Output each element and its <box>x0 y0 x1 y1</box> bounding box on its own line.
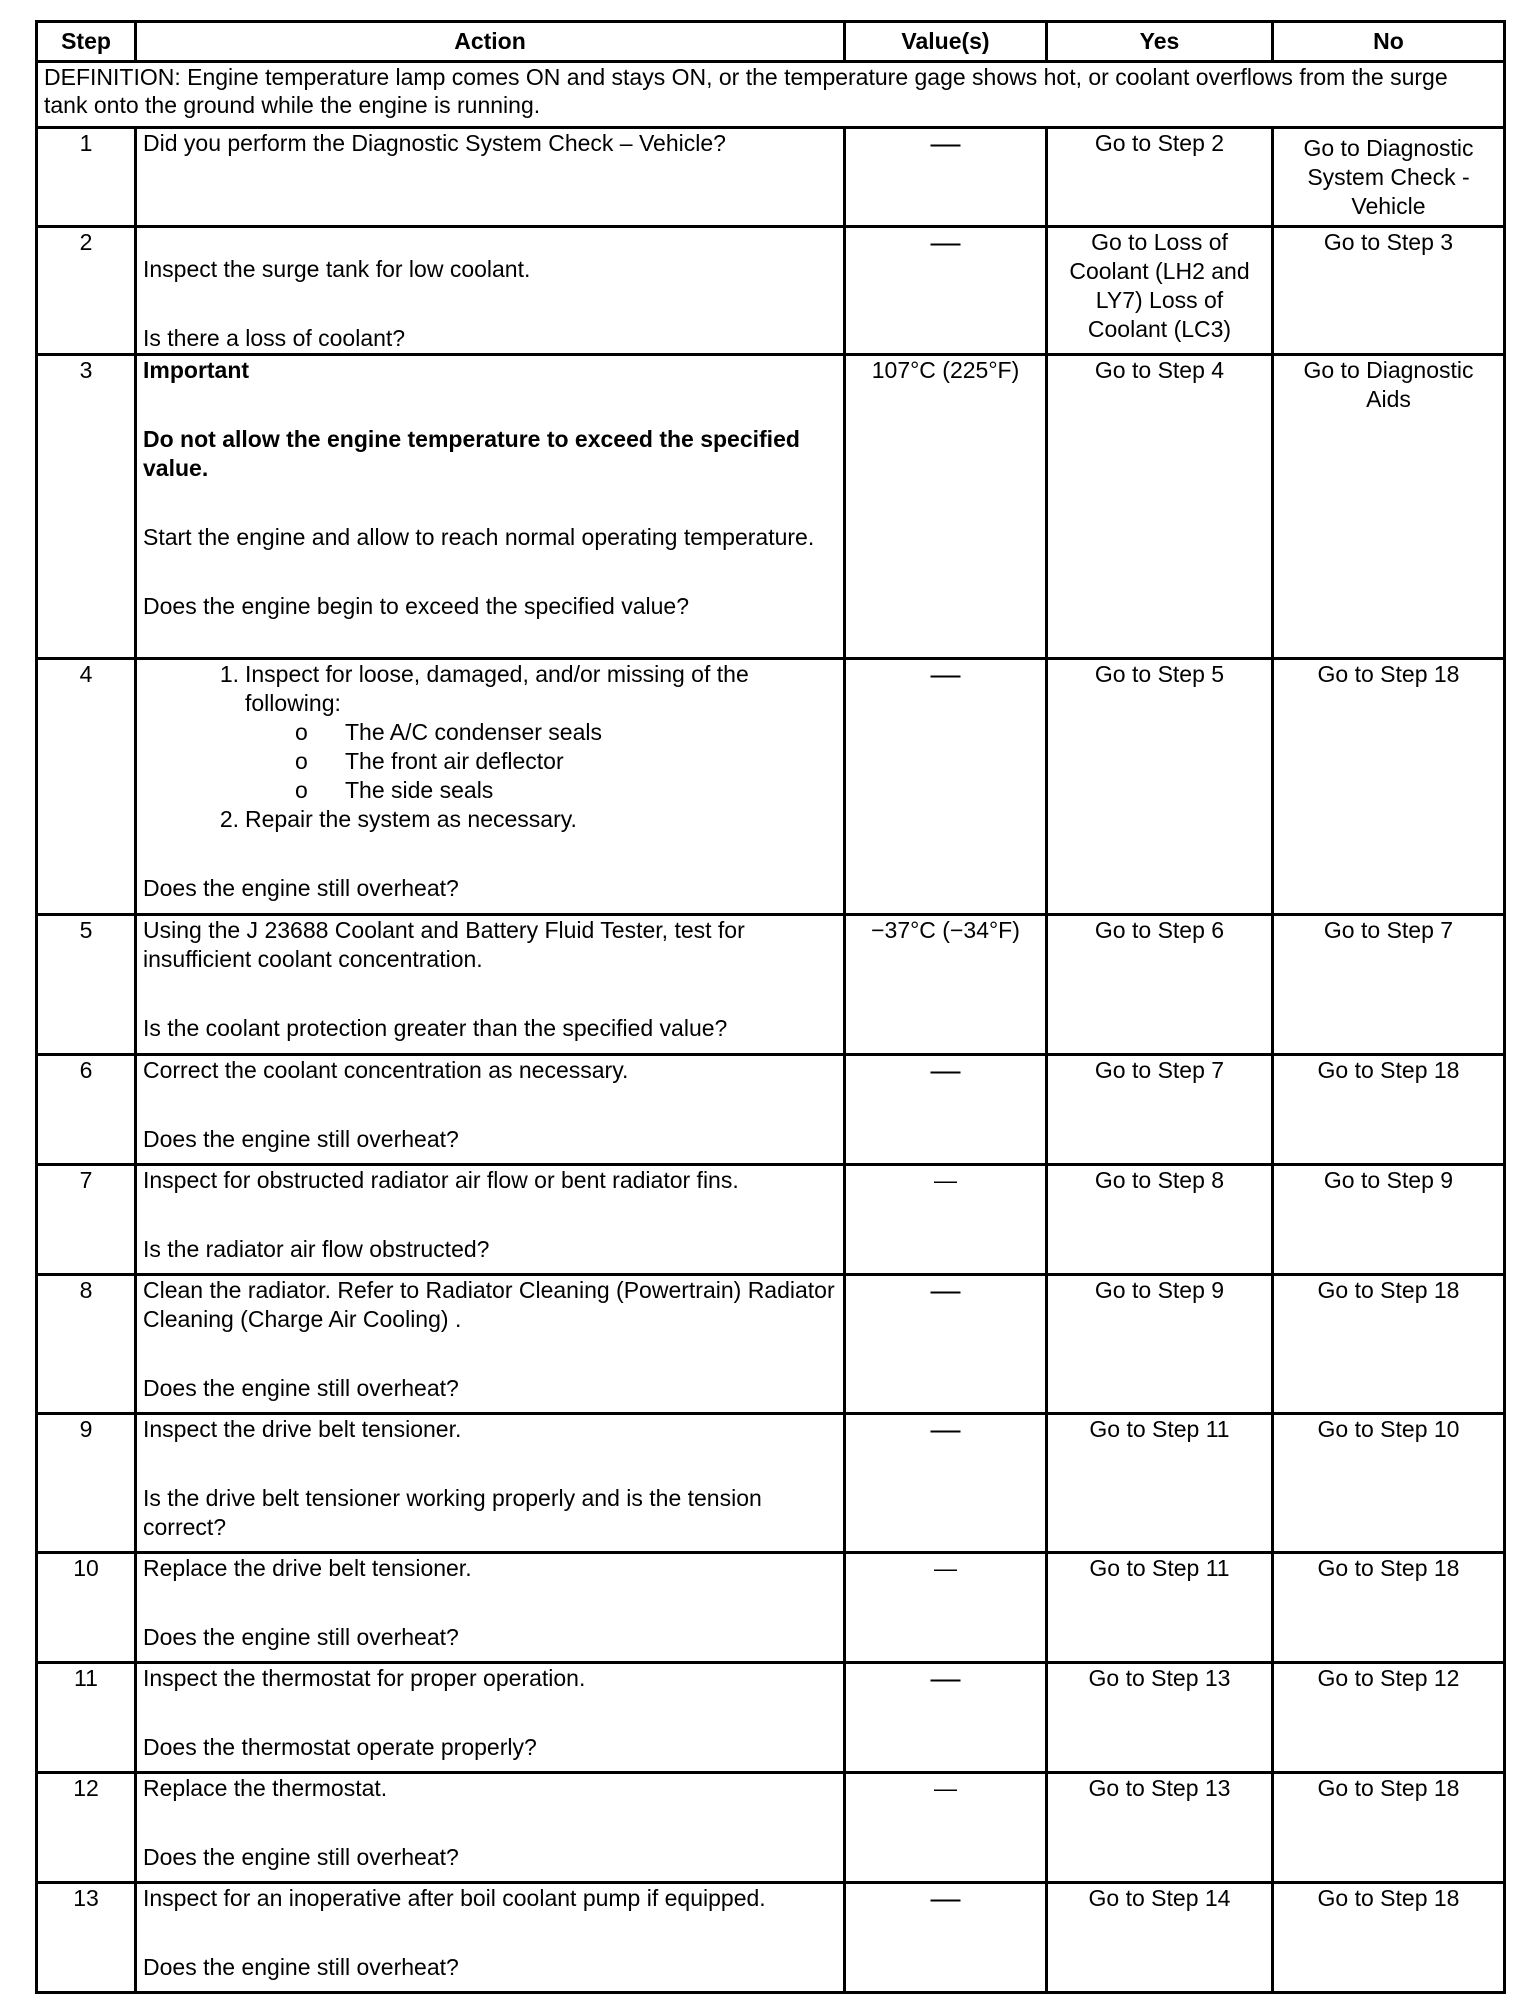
value-text: — <box>930 1413 961 1446</box>
value-cell <box>845 1414 1047 1553</box>
action-cell <box>136 128 845 227</box>
value-text: — <box>930 658 961 691</box>
sub-step-number: 2. <box>219 806 239 832</box>
action-text: Correct the coolant concentration as necessary. <box>143 1057 629 1083</box>
yes-cell <box>1047 659 1273 915</box>
yes-cell <box>1047 1414 1273 1553</box>
value-cell <box>845 1055 1047 1165</box>
yes-cell <box>1047 1553 1273 1663</box>
step-number: 12 <box>37 1773 136 1883</box>
value-text: −37°C (−34°F) <box>871 917 1020 943</box>
no-text: Go to Diagnostic Aids <box>1303 357 1474 412</box>
yes-cell <box>1047 915 1273 1055</box>
no-text: Go to Step 7 <box>1323 917 1454 943</box>
warning-text: Do not allow the engine temperature to exceed the specified value. <box>143 426 800 481</box>
yes-cell <box>1047 1883 1273 1993</box>
no-text: Go to Diagnostic System Check - Vehicle <box>1303 134 1474 219</box>
table-row <box>37 1055 1505 1165</box>
value-cell <box>845 355 1047 659</box>
header-yes: Yes <box>1047 22 1273 62</box>
value-text: — <box>930 226 961 259</box>
header-action: Action <box>136 22 845 62</box>
header-values: Value(s) <box>845 22 1047 62</box>
yes-cell <box>1047 1165 1273 1275</box>
no-cell <box>1273 659 1505 915</box>
sub-step-2 <box>143 805 837 834</box>
value-cell <box>845 1275 1047 1414</box>
action-cell <box>136 355 845 659</box>
step-number: 5 <box>37 915 136 1055</box>
sub-step-number: 1. <box>219 661 239 687</box>
yes-text: Go to Step 13 <box>1088 1775 1231 1801</box>
action-cell <box>136 659 845 915</box>
value-text: — <box>934 1775 957 1801</box>
no-text: Go to Step 18 <box>1317 1555 1460 1581</box>
step-number: 4 <box>37 659 136 915</box>
no-cell <box>1273 1553 1505 1663</box>
table-row <box>37 1165 1505 1275</box>
no-cell <box>1273 915 1505 1055</box>
action-text: Inspect the surge tank for low coolant. <box>143 256 531 282</box>
yes-cell <box>1047 1055 1273 1165</box>
question-text: Does the engine still overheat? <box>143 1624 459 1650</box>
action-text: Did you perform the Diagnostic System Check – Vehicle? <box>143 130 726 156</box>
value-text: — <box>930 1662 961 1695</box>
question-text: Does the engine still overheat? <box>143 1375 459 1401</box>
no-cell <box>1273 1055 1505 1165</box>
yes-text: Go to Step 6 <box>1094 917 1225 943</box>
yes-text: Go to Step 13 <box>1088 1665 1231 1691</box>
no-text: Go to Step 9 <box>1323 1167 1454 1193</box>
yes-text: Go to Step 7 <box>1094 1057 1225 1083</box>
question-text: Does the engine still overheat? <box>143 1954 459 1980</box>
table-row <box>37 355 1505 659</box>
action-text: Start the engine and allow to reach normal operating temperature. <box>143 524 815 550</box>
no-cell <box>1273 1663 1505 1773</box>
yes-cell <box>1047 227 1273 355</box>
yes-text: Go to Step 4 <box>1094 357 1225 383</box>
action-cell <box>136 1414 845 1553</box>
action-cell <box>136 1275 845 1414</box>
action-text: Clean the radiator. Refer to Radiator Cleaning (Powertrain) Radiator Cleaning (Charge Air Cooling) . <box>143 1277 835 1332</box>
step-number: 13 <box>37 1883 136 1993</box>
list-item: o The front air deflector <box>345 747 837 776</box>
table-row <box>37 1414 1505 1553</box>
value-cell <box>845 227 1047 355</box>
step-number: 9 <box>37 1414 136 1553</box>
table-row <box>37 1773 1505 1883</box>
table-row <box>37 1663 1505 1773</box>
no-cell <box>1273 128 1505 227</box>
table-row <box>37 128 1505 227</box>
yes-text: Go to Loss of Coolant (LH2 and LY7) Loss of Coolant (LC3) <box>1069 229 1250 342</box>
important-label: Important <box>143 357 250 383</box>
yes-text: Go to Step 5 <box>1094 661 1225 687</box>
definition-row <box>37 62 1505 128</box>
action-cell <box>136 1663 845 1773</box>
diagnostic-table <box>35 20 1506 1994</box>
no-text: Go to Step 18 <box>1317 1277 1460 1303</box>
value-text: — <box>934 1555 957 1581</box>
table-row <box>37 659 1505 915</box>
value-cell <box>845 1883 1047 1993</box>
yes-text: Go to Step 8 <box>1094 1167 1225 1193</box>
yes-cell <box>1047 128 1273 227</box>
table-row <box>37 915 1505 1055</box>
value-cell <box>845 915 1047 1055</box>
question-text: Does the thermostat operate properly? <box>143 1734 537 1760</box>
step-number: 8 <box>37 1275 136 1414</box>
action-cell <box>136 1553 845 1663</box>
no-text: Go to Step 18 <box>1317 661 1460 687</box>
header-step: Step <box>37 22 136 62</box>
value-cell <box>845 1773 1047 1883</box>
action-text: Inspect the thermostat for proper operation. <box>143 1665 586 1691</box>
action-text: Replace the drive belt tensioner. <box>143 1555 472 1581</box>
step-number: 11 <box>37 1663 136 1773</box>
step-number: 7 <box>37 1165 136 1275</box>
sub-step-1 <box>143 660 837 718</box>
action-text: Replace the thermostat. <box>143 1775 388 1801</box>
list-item: o The side seals <box>345 776 837 805</box>
action-text: Inspect the drive belt tensioner. <box>143 1416 462 1442</box>
question-text: Does the engine begin to exceed the specified value? <box>143 593 690 619</box>
action-cell <box>136 1165 845 1275</box>
sub-step-text: Repair the system as necessary. <box>245 806 577 832</box>
sub-step-text: Inspect for loose, damaged, and/or missing of the following: <box>245 661 749 716</box>
no-text: Go to Step 10 <box>1317 1416 1460 1442</box>
value-cell <box>845 1165 1047 1275</box>
question-text: Is the radiator air flow obstructed? <box>143 1236 490 1262</box>
step-number: 1 <box>37 128 136 227</box>
question-text: Does the engine still overheat? <box>143 1126 459 1152</box>
step-number: 10 <box>37 1553 136 1663</box>
value-text: — <box>930 1882 961 1915</box>
definition-text: DEFINITION: Engine temperature lamp comes ON and stays ON, or the temperature gage shows hot, or coolant overflows from the surge tank onto the ground while the engine is running. <box>37 62 1505 128</box>
yes-text: Go to Step 2 <box>1094 130 1225 156</box>
table-row <box>37 1553 1505 1663</box>
no-cell <box>1273 1414 1505 1553</box>
no-text: Go to Step 18 <box>1317 1775 1460 1801</box>
no-text: Go to Step 18 <box>1317 1057 1460 1083</box>
question-text: Is there a loss of coolant? <box>143 325 406 351</box>
no-cell <box>1273 355 1505 659</box>
value-cell <box>845 1663 1047 1773</box>
action-text: Inspect for obstructed radiator air flow or bent radiator fins. <box>143 1167 739 1193</box>
header-row <box>37 22 1505 62</box>
value-text: 107°C (225°F) <box>871 357 1020 383</box>
no-cell <box>1273 1275 1505 1414</box>
yes-cell <box>1047 1773 1273 1883</box>
no-cell <box>1273 1883 1505 1993</box>
yes-cell <box>1047 1275 1273 1414</box>
no-cell <box>1273 1773 1505 1883</box>
yes-cell <box>1047 355 1273 659</box>
value-text: — <box>930 1054 961 1087</box>
table-row <box>37 1883 1505 1993</box>
value-text: — <box>934 1167 957 1193</box>
table-row <box>37 1275 1505 1414</box>
question-text: Does the engine still overheat? <box>143 1844 459 1870</box>
action-cell <box>136 1055 845 1165</box>
no-cell <box>1273 1165 1505 1275</box>
question-text: Is the drive belt tensioner working properly and is the tension correct? <box>143 1485 762 1540</box>
yes-text: Go to Step 14 <box>1088 1885 1231 1911</box>
table-row <box>37 227 1505 355</box>
yes-text: Go to Step 11 <box>1089 1555 1230 1581</box>
question-text: Does the engine still overheat? <box>143 875 459 901</box>
question-text: Is the coolant protection greater than the specified value? <box>143 1015 728 1041</box>
value-text: — <box>930 127 961 160</box>
step-number: 3 <box>37 355 136 659</box>
yes-cell <box>1047 1663 1273 1773</box>
action-cell <box>136 227 845 355</box>
action-text: Inspect for an inoperative after boil coolant pump if equipped. <box>143 1885 766 1911</box>
header-no: No <box>1273 22 1505 62</box>
sub-item-list <box>143 718 837 805</box>
value-cell <box>845 1553 1047 1663</box>
action-text: Using the J 23688 Coolant and Battery Fluid Tester, test for insufficient coolant concentration. <box>143 917 745 972</box>
value-text: — <box>930 1274 961 1307</box>
step-number: 6 <box>37 1055 136 1165</box>
no-text: Go to Step 18 <box>1317 1885 1460 1911</box>
no-text: Go to Step 12 <box>1317 1665 1460 1691</box>
yes-text: Go to Step 9 <box>1094 1277 1225 1303</box>
value-cell <box>845 128 1047 227</box>
action-cell <box>136 1773 845 1883</box>
no-cell <box>1273 227 1505 355</box>
action-cell <box>136 915 845 1055</box>
list-item: o The A/C condenser seals <box>345 718 837 747</box>
no-text: Go to Step 3 <box>1323 229 1454 255</box>
yes-text: Go to Step 11 <box>1089 1416 1230 1442</box>
action-cell <box>136 1883 845 1993</box>
step-number: 2 <box>37 227 136 355</box>
value-cell <box>845 659 1047 915</box>
